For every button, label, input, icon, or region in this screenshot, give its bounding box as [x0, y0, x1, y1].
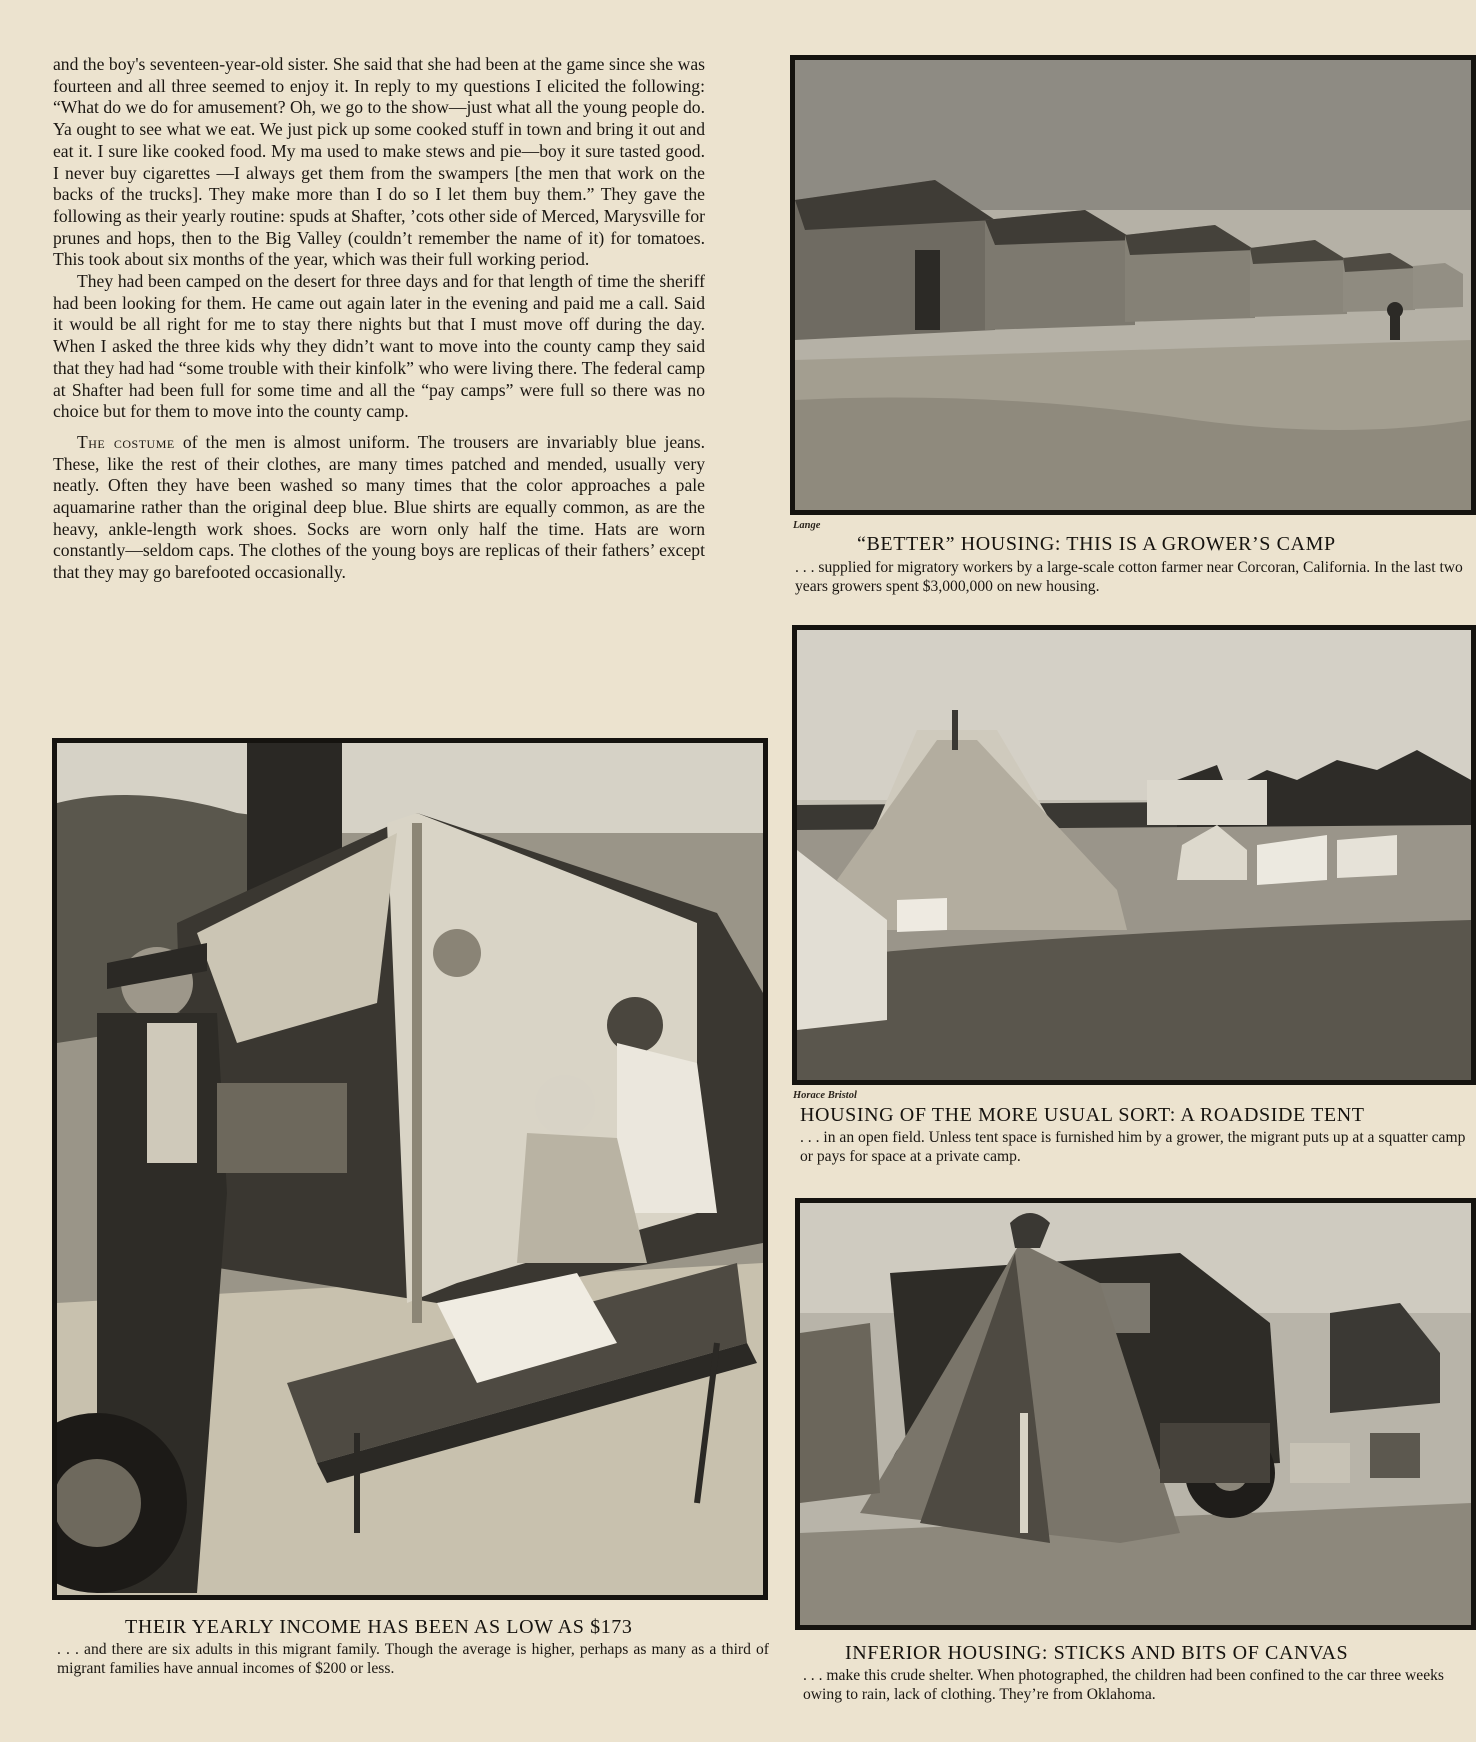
- grower-camp-image: [795, 60, 1471, 510]
- family-photo-caption: . . . and there are six adults in this migrant family. Though the average is higher, perhaps as many as a third of migrant families have annual incomes of $200 or less.: [57, 1641, 769, 1677]
- roadside-tent-credit: Horace Bristol: [793, 1090, 857, 1101]
- article-paragraph-1: and the boy's seventeen-year-old sister. She said that she had been at the game since she was fourteen and all three seemed to enjoy it. In reply to my questions I elicited the following: “What do we do for amusement? Oh, we go to the show—just what all the young people do. Ya ought to see what we eat. We just pick up some cooked stuff in town and bring it out and eat it. I sure like cooked food. My ma used to make stews and pie—boy it sure tasted good. I never buy cigarettes —I always get them from the swampers [the men that work on the backs of the trucks]. They make more than I do so I let them buy them.” They gave the following as their yearly routine: spuds at Shafter, ’cots other side of Merced, Marysville for prunes and hops, then to the Big Valley (couldn’t remember the name of it) for tomatoes. This took about six months of the year, which was their full working period.: [53, 54, 705, 270]
- grower-camp-caption: . . . supplied for migratory workers by a large-scale cotton farmer near Corcoran, California. In the last two years growers spent $3,000,000 on new housing.: [795, 559, 1463, 595]
- costume-lead: The costume: [77, 431, 175, 452]
- grower-camp-headline: “BETTER” HOUSING: THIS IS A GROWER’S CAMP: [857, 533, 1336, 555]
- canvas-shelter-caption: . . . make this crude shelter. When photographed, the children had been confined to the car three weeks owing to rain, lack of clothing. They’re from Oklahoma.: [803, 1667, 1444, 1703]
- canvas-shelter-image: [800, 1203, 1471, 1625]
- family-tent-photo: [52, 738, 768, 1600]
- roadside-tent-headline: HOUSING OF THE MORE USUAL SORT: A ROADSIDE TENT: [800, 1104, 1365, 1126]
- article-text: [53, 54, 705, 584]
- family-tent-image: [57, 743, 763, 1595]
- article-paragraph-2: They had been camped on the desert for three days and for that length of time the sheriff had been looking for them. He came out again later in the evening and paid me a call. Said it would be all right for me to stay there nights but that I must move off during the day. When I asked the three kids why they didn’t want to move into the county camp they said that they had had “some trouble with their kinfolk” who were living there. The federal camp at Shafter had been full for some time and all the “pay camps” were full so there was no choice but for them to move into the county camp.: [53, 271, 705, 422]
- grower-camp-credit: Lange: [793, 520, 821, 531]
- family-photo-headline: THEIR YEARLY INCOME HAS BEEN AS LOW AS $173: [125, 1616, 633, 1638]
- canvas-shelter-photo: [795, 1198, 1476, 1630]
- costume-rest: of the men is almost uniform. The trousers are invariably blue jeans. These, like the rest of their clothes, are many times patched and mended, usually very neatly. Often they have been washed so many times that the color approaches a pale aquamarine rather than the original deep blue. Blue shirts are equally common, as are the heavy, ankle-length work shoes. Socks are worn only half the time. Hats are worn constantly—seldom caps. The clothes of the young boys are replicas of their fathers’ except that they may go barefooted occasionally.: [53, 431, 705, 583]
- roadside-tent-image: [797, 630, 1471, 1080]
- roadside-tent-caption: . . . in an open field. Unless tent space is furnished him by a grower, the migrant puts up at a squatter camp or pays for space at a private camp.: [800, 1129, 1466, 1165]
- grower-camp-photo: [790, 55, 1476, 515]
- roadside-tent-photo: [792, 625, 1476, 1085]
- article-paragraph-3: [53, 432, 705, 584]
- canvas-shelter-headline: INFERIOR HOUSING: STICKS AND BITS OF CANVAS: [845, 1642, 1349, 1664]
